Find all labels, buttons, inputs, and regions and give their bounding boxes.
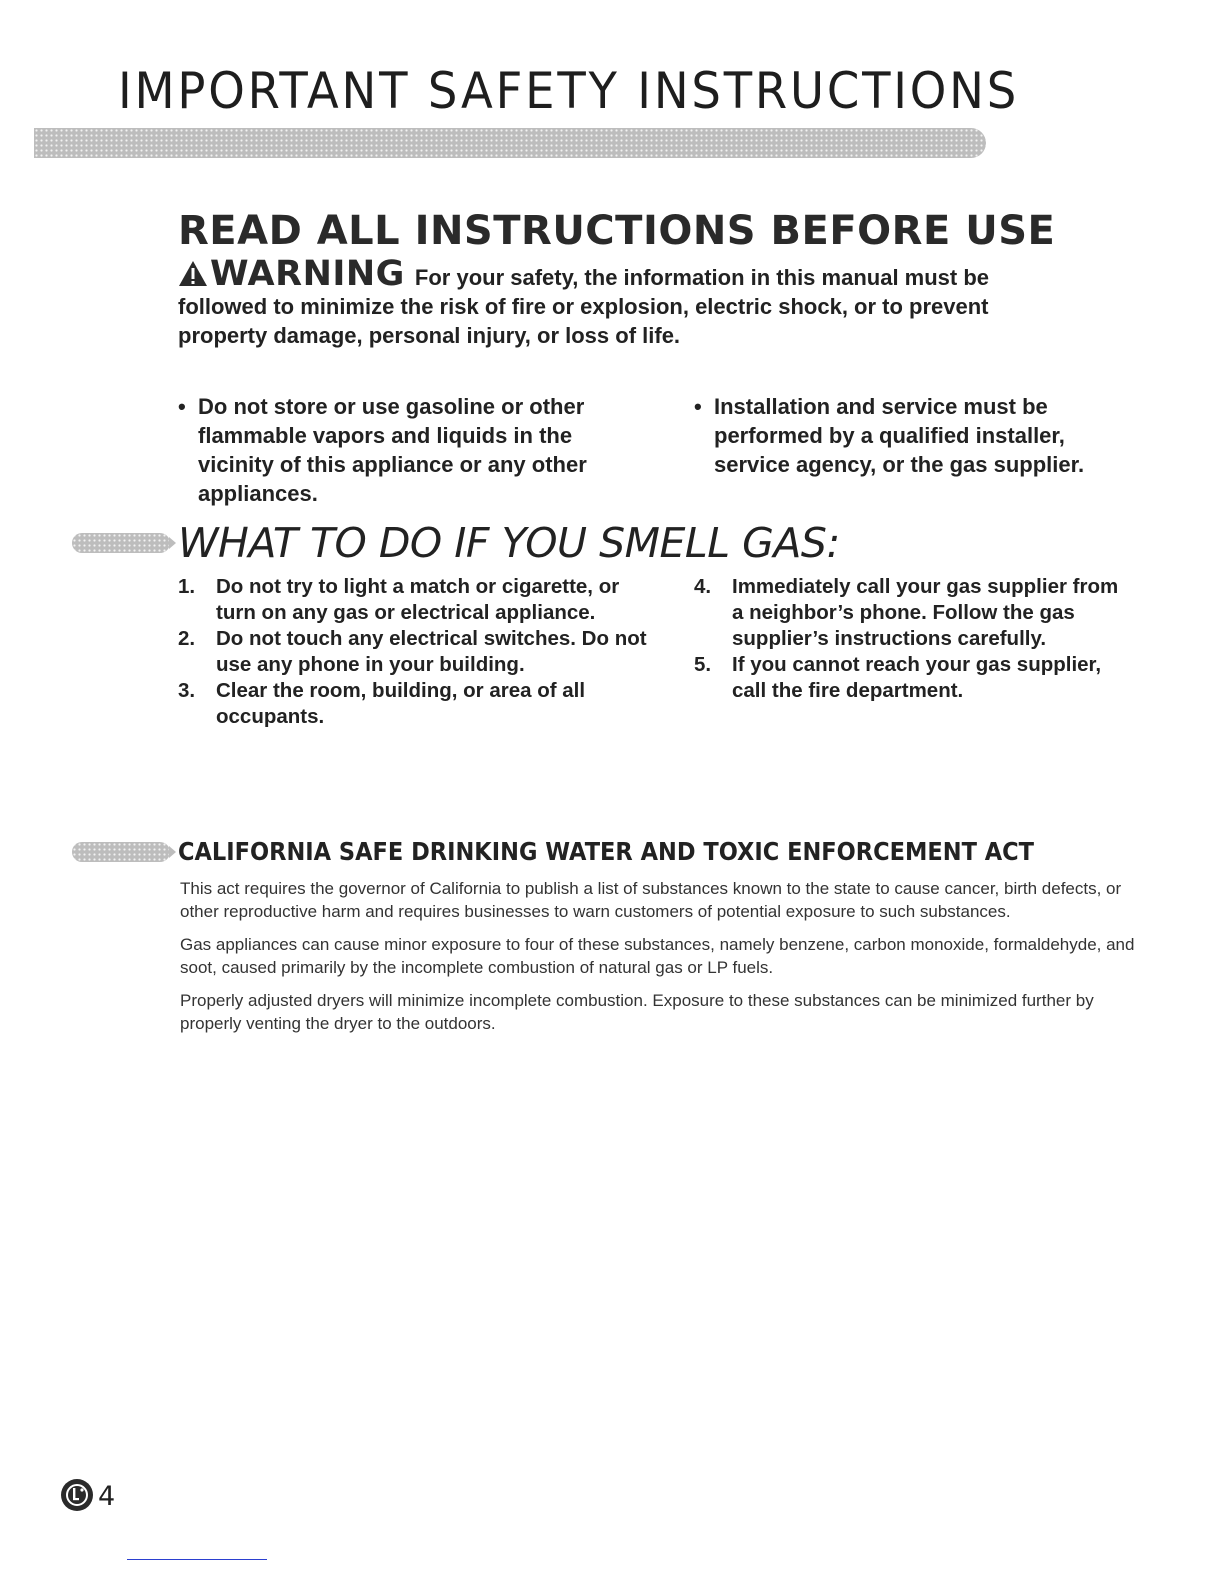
- list-item: [694, 574, 1124, 652]
- section-marker-icon: [72, 533, 170, 553]
- step-number: 4.: [694, 575, 712, 598]
- paragraph: This act requires the governor of California to publish a list of substances known to the state to cause cancer, birth defects, or other reproductive harm and requires businesses to warn customers of potential exposure to such substances.: [180, 879, 1122, 921]
- paragraph: Properly adjusted dryers will minimize incomplete combustion. Exposure to these substances can be minimized further by properly venting the dryer to the outdoors.: [180, 991, 1094, 1033]
- read-all-heading: READ ALL INSTRUCTIONS BEFORE USE: [178, 208, 1056, 254]
- gas-steps-left: [178, 574, 648, 730]
- paragraph: Gas appliances can cause minor exposure to four of these substances, namely benzene, carbon monoxide, formaldehyde, and soot, caused primarily by the incomplete combustion of natural gas or LP fuels.: [180, 935, 1135, 977]
- lg-logo-icon: [60, 1478, 94, 1512]
- list-item: [178, 626, 648, 678]
- step-number: 5.: [694, 653, 712, 676]
- page-title: IMPORTANT SAFETY INSTRUCTIONS: [118, 62, 1020, 120]
- bullet-text: Do not store or use gasoline or other flammable vapors and liquids in the vicinity of this appliance or any other appliances.: [198, 394, 587, 506]
- california-heading: CALIFORNIA SAFE DRINKING WATER AND TOXIC ENFORCEMENT ACT: [178, 837, 1035, 866]
- bullet-left: [178, 392, 648, 508]
- title-divider-band: [34, 128, 986, 158]
- warning-text: For your safety, the information in this manual must be followed to minimize the risk of fire or explosion, electric shock, or to prevent property damage, personal injury, or loss of life.: [178, 265, 990, 348]
- step-text: Do not touch any electrical switches. Do not use any phone in your building.: [216, 627, 647, 676]
- list-item: [694, 652, 1124, 704]
- step-text: If you cannot reach your gas supplier, call the fire department.: [732, 653, 1102, 702]
- bullet-dot-icon: •: [694, 394, 702, 419]
- step-text: Immediately call your gas supplier from a neighbor’s phone. Follow the gas supplier’s instructions carefully.: [732, 575, 1119, 650]
- bullet-text: Installation and service must be performed by a qualified installer, service agency, or the gas supplier.: [714, 394, 1085, 477]
- bullet-right: [694, 392, 1134, 479]
- step-number: 1.: [178, 575, 196, 598]
- california-body: [180, 877, 1155, 1045]
- warning-label-text: WARNING: [210, 254, 405, 294]
- step-number: 2.: [178, 627, 196, 650]
- step-text: Clear the room, building, or area of all occupants.: [216, 679, 586, 728]
- gas-steps-right: [694, 574, 1124, 704]
- list-item: [178, 678, 648, 730]
- footer-rule: [127, 1559, 267, 1560]
- warning-triangle-icon: [178, 260, 208, 287]
- gas-section-heading: WHAT TO DO IF YOU SMELL GAS:: [178, 519, 840, 567]
- page-number: 4: [98, 1481, 116, 1512]
- warning-label: [178, 254, 405, 294]
- bullet-dot-icon: •: [178, 394, 186, 419]
- list-item: [178, 574, 648, 626]
- warning-block: [178, 254, 1078, 350]
- step-number: 3.: [178, 679, 196, 702]
- section-marker-icon: [72, 842, 170, 862]
- step-text: Do not try to light a match or cigarette, or turn on any gas or electrical appliance.: [216, 575, 620, 624]
